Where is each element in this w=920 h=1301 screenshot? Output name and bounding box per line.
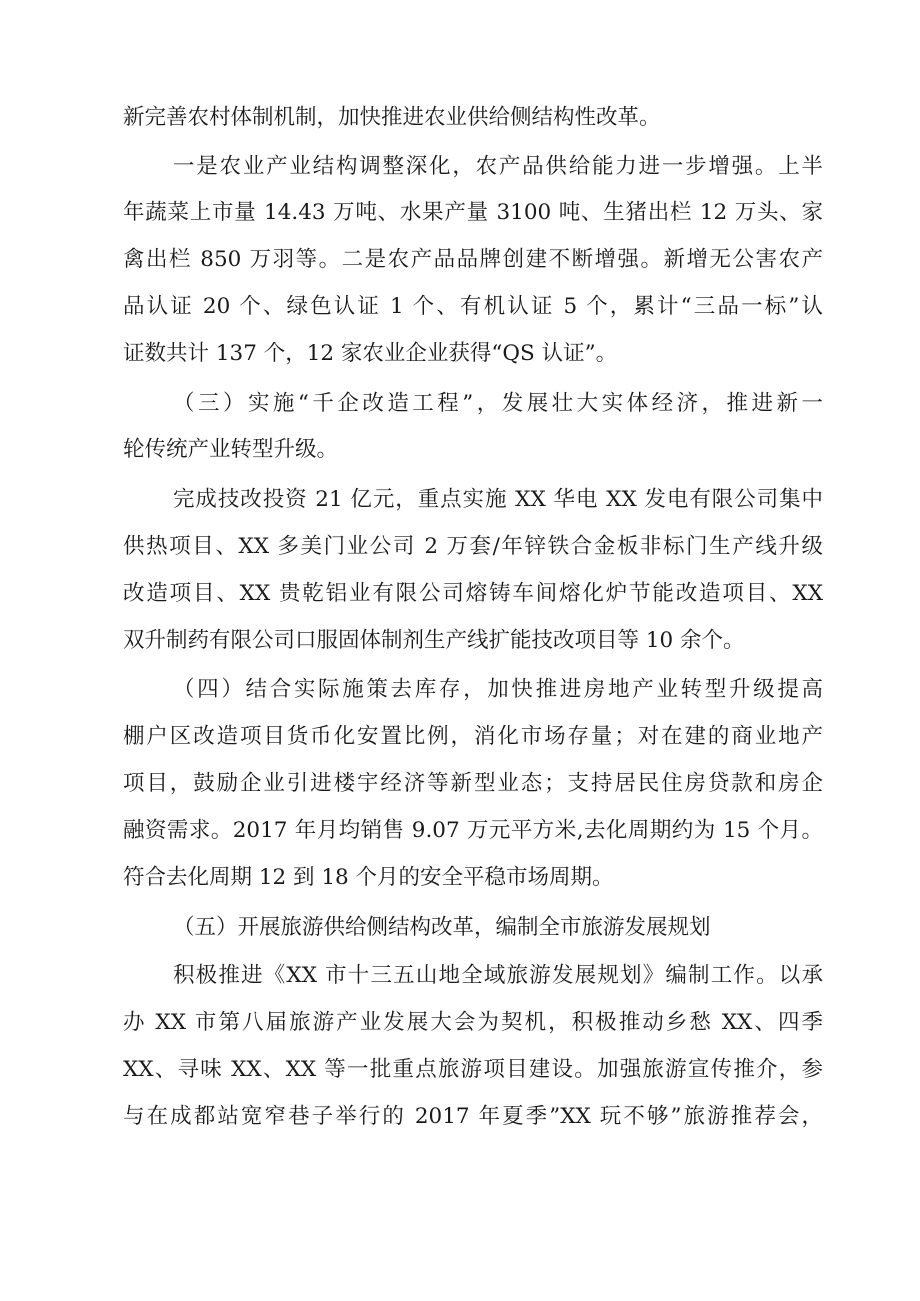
paragraph-line: 项目，鼓励企业引进楼宇经济等新型业态；支持居民住房贷款和房企: [123, 771, 823, 796]
paragraph-line: 棚户区改造项目货币化安置比例，消化市场存量；对在建的商业地产: [123, 724, 823, 749]
paragraph-line: 积极推进《XX 市十三五山地全域旅游发展规划》编制工作。以承: [173, 963, 823, 988]
paragraph-line: 完成技改投资 21 亿元，重点实施 XX 华电 XX 发电有限公司集中: [173, 487, 823, 512]
paragraph-line: 办 XX 市第八届旅游产业发展大会为契机，积极推动乡愁 XX、四季: [123, 1010, 823, 1035]
section-heading-line: （四）结合实际施策去库存，加快推进房地产业转型升级提高: [173, 677, 823, 702]
paragraph-line: 改造项目、XX 贵乾铝业有限公司熔铸车间熔化炉节能改造项目、XX: [123, 581, 823, 606]
paragraph-line: 符合去化周期 12 到 18 个月的安全平稳市场周期。: [123, 865, 614, 890]
paragraph-line: 新完善农村体制机制，加快推进农业供给侧结构性改革。: [123, 105, 661, 130]
paragraph-line: 一是农业产业结构调整深化，农产品供给能力进一步增强。上半: [173, 154, 823, 179]
paragraph-line: 供热项目、XX 多美门业公司 2 万套/年锌铁合金板非标门生产线升级: [123, 534, 823, 559]
paragraph-line: XX、寻味 XX、XX 等一批重点旅游项目建设。加强旅游宣传推介，参: [123, 1057, 823, 1082]
paragraph-line: 融资需求。2017 年月均销售 9.07 万元平方米,去化周期约为 15 个月。: [123, 818, 823, 843]
paragraph-line: 与在成都站宽窄巷子举行的 2017 年夏季”XX 玩不够”旅游推荐会，: [123, 1104, 823, 1129]
paragraph-line: 禽出栏 850 万羽等。二是农产品品牌创建不断增强。新增无公害农产: [123, 247, 823, 272]
section-heading-line: （五）开展旅游供给侧结构改革，编制全市旅游发展规划: [173, 915, 711, 940]
paragraph-line: 双升制药有限公司口服固体制剂生产线扩能技改项目等 10 余个。: [123, 628, 745, 653]
section-heading-line: 轮传统产业转型升级。: [123, 437, 339, 462]
section-heading-line: （三）实施“千企改造工程”，发展壮大实体经济，推进新一: [173, 391, 823, 416]
paragraph-line: 品认证 20 个、绿色认证 1 个、有机认证 5 个，累计“三品一标”认: [123, 294, 823, 319]
paragraph-line: 证数共计 137 个，12 家农业企业获得“QS 认证”。: [123, 341, 618, 366]
paragraph-line: 年蔬菜上市量 14.43 万吨、水果产量 3100 吨、生猪出栏 12 万头、家: [123, 200, 823, 225]
